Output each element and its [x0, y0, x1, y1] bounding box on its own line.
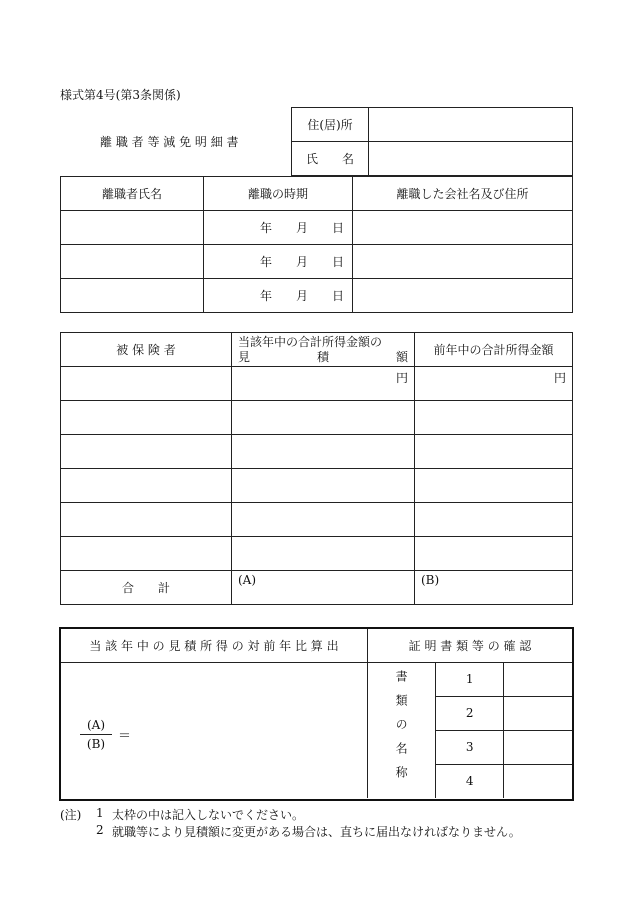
previous-income-cell[interactable]: [415, 401, 573, 435]
table-row: [61, 503, 573, 537]
leaver-name-header: 離職者氏名: [61, 177, 204, 211]
ratio-numerator: (A): [86, 718, 106, 732]
certificate-entry[interactable]: [504, 764, 572, 798]
note-number: 1: [96, 806, 104, 820]
certificate-entry[interactable]: [504, 730, 572, 764]
table-row: [61, 401, 573, 435]
note-text: 就職等により見積額に変更がある場合は、直ちに届出なければなりません。: [112, 825, 521, 839]
current-income-cell[interactable]: 円: [232, 367, 415, 401]
certificate-number: 3: [436, 730, 504, 764]
insured-cell[interactable]: [61, 503, 232, 537]
certificate-header: 証 明 書 類 等 の 確 認: [368, 629, 573, 662]
table-row: [61, 279, 573, 313]
table-row: [61, 537, 573, 571]
leaver-name-cell[interactable]: [61, 279, 204, 313]
table-row: [61, 435, 573, 469]
document-name-label: 書類の名称: [394, 670, 409, 791]
certificate-number: 2: [436, 696, 504, 730]
current-income-cell[interactable]: [232, 537, 415, 571]
company-cell[interactable]: [353, 211, 573, 245]
note-text: 太枠の中は記入しないでください。: [112, 808, 305, 822]
insured-cell[interactable]: [61, 537, 232, 571]
ratio-equals: ＝: [118, 729, 132, 744]
current-income-cell[interactable]: [232, 503, 415, 537]
leaver-name-cell[interactable]: [61, 211, 204, 245]
company-header: 離職した会社名及び住所: [353, 177, 573, 211]
current-income-cell[interactable]: [232, 401, 415, 435]
total-label: 合 計: [61, 571, 232, 605]
notes-prefix: (注): [60, 808, 82, 822]
total-row: [61, 571, 573, 605]
insured-cell[interactable]: [61, 469, 232, 503]
certificate-entry[interactable]: [504, 662, 572, 696]
leave-date-cell[interactable]: 年 月 日: [204, 245, 353, 279]
leavers-table: [60, 176, 573, 313]
table-row: [61, 211, 573, 245]
previous-income-cell[interactable]: 円: [415, 367, 573, 401]
previous-income-cell[interactable]: [415, 469, 573, 503]
insured-cell[interactable]: [61, 401, 232, 435]
income-table: [60, 332, 573, 605]
total-a-cell[interactable]: (A): [232, 571, 415, 605]
leaver-name-cell[interactable]: [61, 245, 204, 279]
certificate-entry[interactable]: [504, 696, 572, 730]
document-name-label-cell: [368, 662, 436, 798]
form-number: 様式第4号(第3条関係): [60, 88, 181, 102]
address-label: 住(居)所: [292, 108, 369, 142]
previous-income-cell[interactable]: [415, 435, 573, 469]
leave-date-cell[interactable]: 年 月 日: [204, 279, 353, 313]
current-income-header: 当該年中の合計所得金額の 見 積 額: [232, 333, 415, 367]
form-title: 離 職 者 等 減 免 明 細 書: [100, 135, 239, 149]
leave-date-header: 離職の時期: [204, 177, 353, 211]
name-label: 氏 名: [292, 142, 369, 176]
office-use-table: [61, 629, 572, 798]
insured-header: 被 保 険 者: [61, 333, 232, 367]
company-cell[interactable]: [353, 245, 573, 279]
address-field[interactable]: [369, 108, 573, 142]
previous-income-cell[interactable]: [415, 503, 573, 537]
current-income-cell[interactable]: [232, 435, 415, 469]
table-row: [61, 245, 573, 279]
certificate-number: 4: [436, 764, 504, 798]
total-b-cell[interactable]: (B): [415, 571, 573, 605]
company-cell[interactable]: [353, 279, 573, 313]
leave-date-cell[interactable]: 年 月 日: [204, 211, 353, 245]
ratio-header: 当 該 年 中 の 見 積 所 得 の 対 前 年 比 算 出: [61, 629, 368, 662]
insured-cell[interactable]: [61, 367, 232, 401]
ratio-denominator: (B): [86, 737, 106, 751]
previous-income-cell[interactable]: [415, 537, 573, 571]
insured-cell[interactable]: [61, 435, 232, 469]
note-number: 2: [96, 823, 104, 837]
current-income-cell[interactable]: [232, 469, 415, 503]
table-row: [61, 469, 573, 503]
ratio-fraction-line: [80, 734, 112, 735]
table-row: [61, 367, 573, 401]
certificate-number: 1: [436, 662, 504, 696]
name-field[interactable]: [369, 142, 573, 176]
previous-income-header: 前年中の合計所得金額: [415, 333, 573, 367]
applicant-box: [291, 107, 573, 176]
